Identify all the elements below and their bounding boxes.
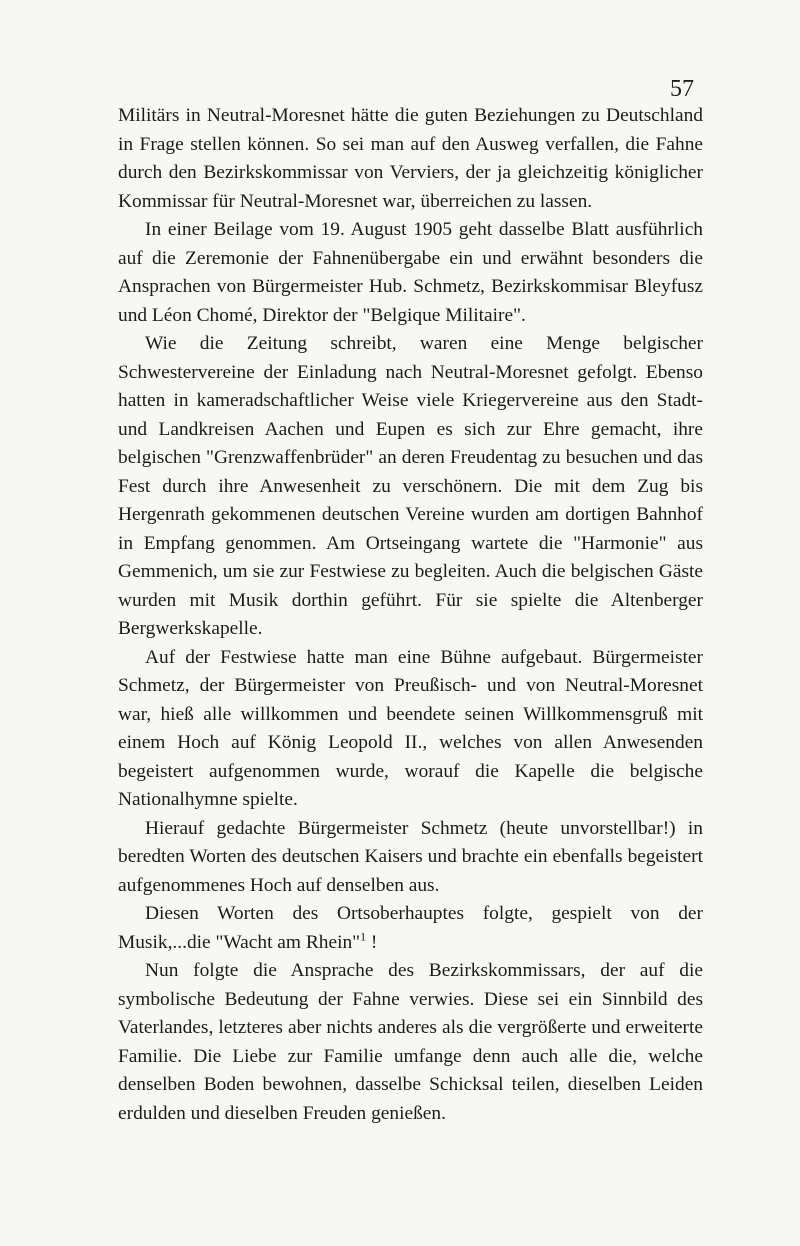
paragraph-4: Auf der Festwiese hatte man eine Bühne aufgebaut. Bürgermeister Schmetz, der Bürgermeister von Preußisch- und von Neutral-Moresnet war, hieß alle willkommen und beendete seinen Willkommensgruß mit einem Hoch auf König Leopold II., welches von allen Anwesenden begeistert aufgenommen wurde, worauf die Kapelle die belgische Nationalhymne spielte. bbox=[118, 646, 703, 810]
paragraph-5: Hierauf gedachte Bürgermeister Schmetz (heute unvorstellbar!) in beredten Worten des deutschen Kaisers und brachte ein ebenfalls begeistert aufgenommenes Hoch auf denselben aus. bbox=[118, 817, 703, 896]
paragraph-7: Nun folgte die Ansprache des Bezirkskommissars, der auf die symbolische Bedeutung der Fahne verwies. Diese sei ein Sinnbild des Vaterlandes, letzteres aber nichts anderes als die vergrößerte und erweiterte Familie. Die Liebe zur Familie umfange denn auch alle die, welche denselben Boden bewohnen, dasselbe Schicksal teilen, dieselben Leiden erdulden und dieselben Freuden genießen. bbox=[118, 960, 703, 1124]
footnote-reference: 1 bbox=[360, 929, 367, 944]
paragraph-1: Militärs in Neutral-Moresnet hätte die guten Beziehungen zu Deutschland in Frage stellen können. So sei man auf den Ausweg verfallen, die Fahne durch den Bezirkskommissar von Verviers, der ja gleichzeitig königlicher Kommissar für Neutral-Moresnet war, überreichen zu lassen. bbox=[118, 105, 703, 212]
paragraph-2: In einer Beilage vom 19. August 1905 geht dasselbe Blatt ausführlich auf die Zeremonie der Fahnenübergabe ein und erwähnt besonders die Ansprachen von Bürgermeister Hub. Schmetz, Bezirkskommisar Bleyfusz und Léon Chomé, Direktor der "Belgique Militaire". bbox=[118, 219, 703, 326]
paragraph-6-tail: ! bbox=[366, 931, 378, 953]
paragraph-3: Wie die Zeitung schreibt, waren eine Menge belgischer Schwestervereine der Einladung nach Neutral-Moresnet gefolgt. Ebenso hatten in kameradschaftlicher Weise viele Kriegervereine aus den Stadt- und Landkreisen Aachen und Eupen es sich zur Ehre gemacht, ihre belgischen "Grenzwaffenbrüder" an deren Freudentag zu besuchen und das Fest durch ihre Anwesenheit zu verschönern. Die mit dem Zug bis Hergenrath gekommenen deutschen Vereine wurden am dortigen Bahnhof in Empfang genommen. Am Ortseingang wartete die "Harmonie" aus Gemmenich, um sie zur Festwiese zu begleiten. Auch die belgischen Gäste wurden mit Musik dorthin geführt. Für sie spielte die Altenberger Bergwerkskapelle. bbox=[118, 333, 703, 639]
paragraph-6-text: Diesen Worten des Ortsoberhauptes folgte, gespielt von der Musik,...die "Wacht am Rhein" bbox=[118, 903, 703, 953]
body-text bbox=[118, 102, 703, 1128]
page-number: 57 bbox=[670, 76, 694, 102]
paragraph-6 bbox=[118, 900, 703, 957]
